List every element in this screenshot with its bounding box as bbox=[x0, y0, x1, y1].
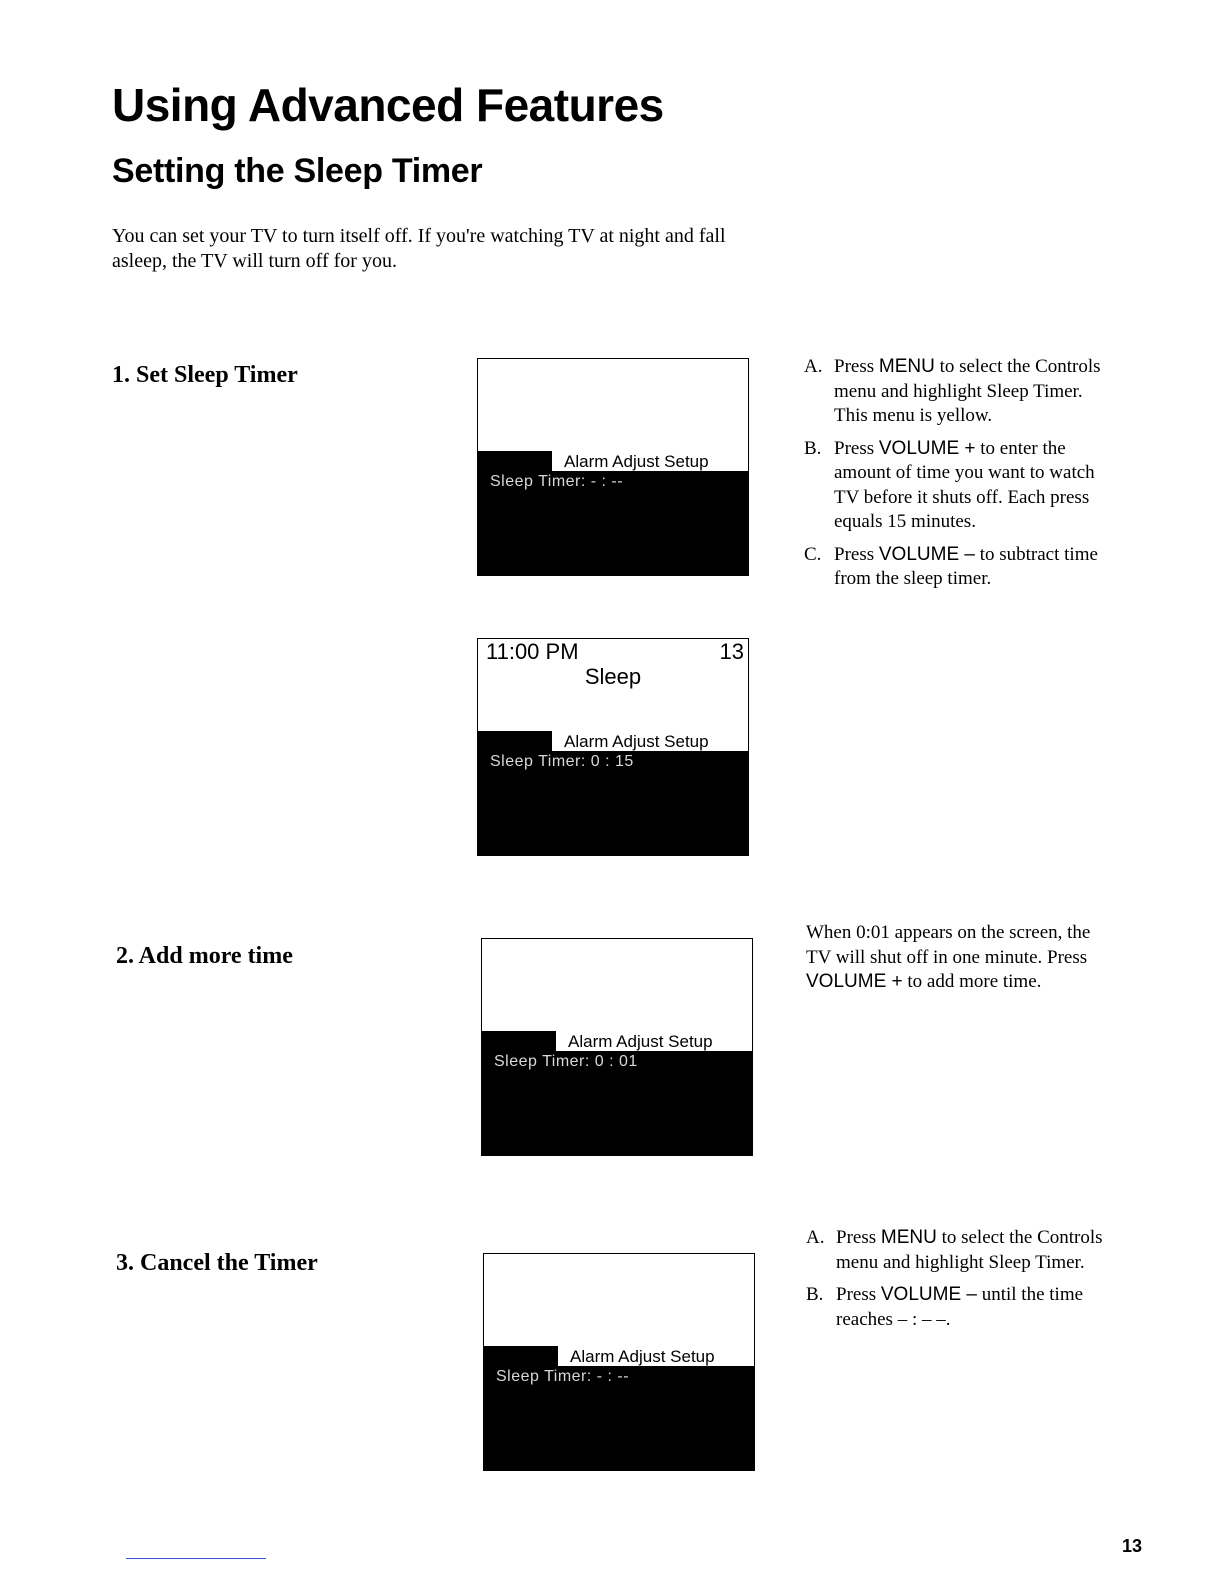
tv-screen-timer-15 bbox=[477, 638, 749, 856]
controls-tab-highlight bbox=[478, 451, 552, 471]
controls-menu bbox=[478, 471, 748, 575]
instruction-item: A. Press MENU to select the Controls menu and highlight Sleep Timer. This menu is yellow. bbox=[804, 356, 1101, 426]
step-3-heading: 3. Cancel the Timer bbox=[116, 1250, 318, 1276]
step-2-text: When 0:01 appears on the screen, the TV will shut off in one minute. Press VOLUME + to add more time. bbox=[806, 922, 1091, 992]
channel-number: 13 bbox=[719, 639, 744, 664]
step-2-heading: 2. Add more time bbox=[116, 943, 293, 969]
instruction-item: C. Press VOLUME – to subtract time from the sleep timer. bbox=[804, 543, 1098, 589]
sleep-timer-row: Sleep Timer: - : -- bbox=[496, 1368, 630, 1385]
controls-menu bbox=[478, 751, 748, 855]
instruction-item: A. Press MENU to select the Controls menu and highlight Sleep Timer. bbox=[806, 1227, 1103, 1273]
controls-tab-highlight bbox=[482, 1031, 556, 1051]
menu-tab-bar bbox=[478, 451, 748, 471]
instruction-item: B. Press VOLUME + to enter the amount of time you want to watch TV before it shuts off. Each press equals 15 minutes. bbox=[804, 437, 1095, 532]
sleep-indicator: Sleep bbox=[584, 664, 642, 689]
bottom-rule bbox=[126, 1558, 266, 1559]
sleep-timer-row: Sleep Timer: - : -- bbox=[490, 473, 624, 490]
tv-screen-set-timer bbox=[477, 358, 749, 576]
menu-tab-bar bbox=[482, 1031, 752, 1051]
menu-tabs: Alarm Adjust Setup bbox=[568, 1032, 713, 1051]
menu-tabs: Alarm Adjust Setup bbox=[564, 732, 709, 751]
step-3-instructions bbox=[806, 1226, 1116, 1340]
tv-screen-timer-01 bbox=[481, 938, 753, 1156]
controls-tab-highlight bbox=[478, 731, 552, 751]
sleep-timer-row: Sleep Timer: 0 : 01 bbox=[494, 1053, 638, 1070]
controls-tab-highlight bbox=[484, 1346, 558, 1366]
page-title: Using Advanced Features bbox=[112, 79, 664, 131]
menu-tab-bar bbox=[478, 731, 748, 751]
tv-screen-cancel bbox=[483, 1253, 755, 1471]
menu-tab-bar bbox=[484, 1346, 754, 1366]
clock-display: 11:00 PM bbox=[486, 639, 579, 664]
intro-paragraph: You can set your TV to turn itself off. If you're watching TV at night and fall asleep, the TV will turn off for you. bbox=[112, 225, 726, 272]
sleep-timer-row: Sleep Timer: 0 : 15 bbox=[490, 753, 634, 770]
controls-menu bbox=[482, 1051, 752, 1155]
step-1-instructions bbox=[804, 355, 1104, 600]
instruction-item: B. Press VOLUME – until the time reaches – : – –. bbox=[806, 1284, 1084, 1330]
page-number: 13 bbox=[1122, 1536, 1143, 1556]
menu-tabs: Alarm Adjust Setup bbox=[570, 1347, 715, 1366]
menu-tabs: Alarm Adjust Setup bbox=[564, 452, 709, 471]
controls-menu bbox=[484, 1366, 754, 1470]
section-title: Setting the Sleep Timer bbox=[112, 152, 483, 190]
step-1-heading: 1. Set Sleep Timer bbox=[112, 362, 298, 388]
